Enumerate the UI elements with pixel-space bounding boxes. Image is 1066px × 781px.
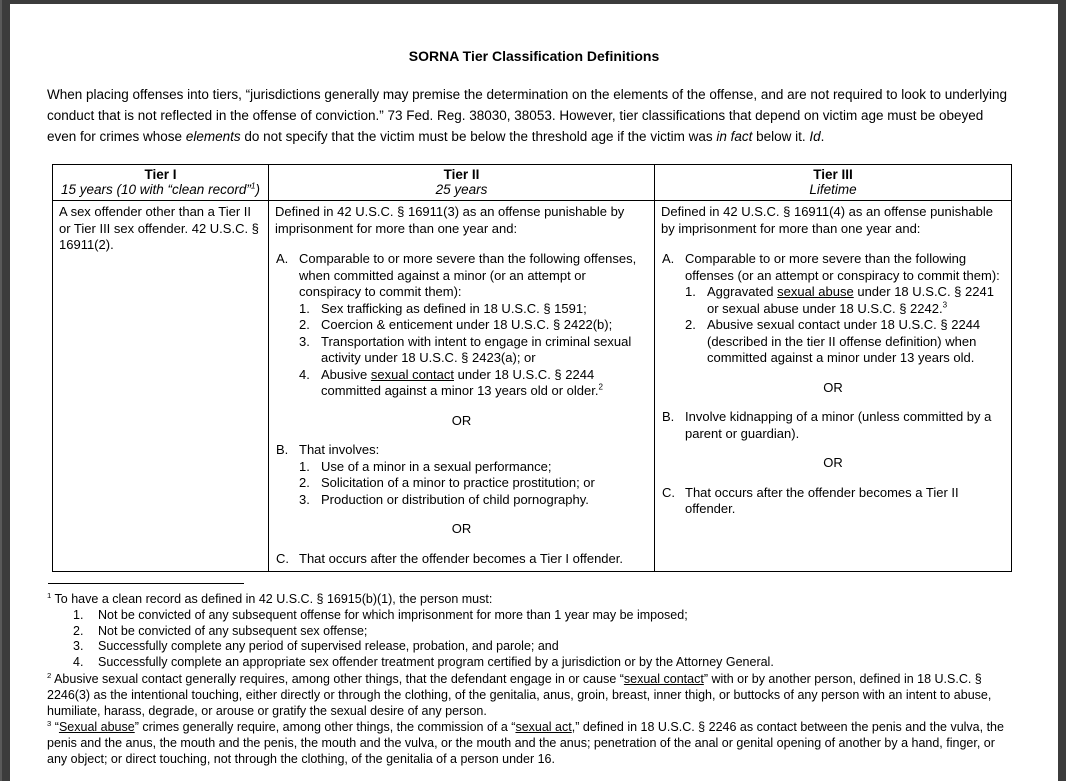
tier1-header-cell: [53, 165, 269, 201]
footnote-2: $^2$ Abusive sexual contact generally requires, among other things, that the defendant engage in or cause “sexual contact” with or by another person, defined in 18 U.S.C. § 2246(3) as the intentional touching, either directly or through the clothing, of the genitalia, anus, groin, breast, inner thigh, or buttocks of any person with an intent to abuse, humiliate, harass, degrade, or arouse or gratify the sexual desire of any person.: [47, 670, 992, 718]
item-text: Aggravated sexual abuse under 18 U.S.C. § 2241 or sexual abuse under 18 U.S.C. § 2242.$^3$: [707, 284, 994, 316]
or-separator: OR: [451, 521, 472, 536]
tier2-duration: 25 years: [435, 182, 488, 197]
footnote-separator: [48, 583, 244, 584]
item-text: Abusive sexual contact under 18 U.S.C. § 2244 (described in the tier II offense definition) when committed against a minor under 13 years old.: [707, 317, 981, 365]
tier1-name: Tier I: [144, 167, 177, 182]
item-marker: 1.: [299, 300, 310, 316]
tier2-intro: Defined in 42 U.S.C. § 16911(3) as an offense punishable by imprisonment for more than one year and:: [275, 204, 625, 236]
document-page: [10, 4, 1058, 781]
item-marker: 3.: [299, 491, 310, 507]
section-marker: B.: [276, 442, 289, 457]
table-header-row: [53, 165, 1012, 201]
section-text: Comparable to or more severe than the following offenses, when committed against a minor (or an attempt or conspiracy to commit them):: [299, 251, 637, 299]
item-text: Successfully complete any period of supervised release, probation, and parole; and: [98, 639, 559, 654]
or-separator: OR: [451, 412, 472, 428]
tier2-b-item-2: [299, 475, 648, 492]
footnote-1: [47, 592, 1016, 671]
item-text: Use of a minor in a sexual performance;: [321, 458, 552, 474]
tier1-duration: 15 years (10 with “clean record”$^1$): [61, 180, 260, 197]
tier3-section-a: [661, 251, 1005, 284]
tier2-a-item-2: [299, 317, 648, 334]
tier2-b-item-3: [299, 492, 648, 509]
item-text: Coercion & enticement under 18 U.S.C. § 2422(b);: [321, 317, 613, 332]
item-marker: 1.: [685, 284, 696, 299]
page-title: SORNA Tier Classification Definitions: [408, 48, 660, 64]
footnote-1-item-4: [73, 655, 1016, 671]
section-text: That involves:: [299, 442, 380, 457]
footnote-1-item-3: [73, 639, 1016, 655]
tier3-name: Tier III: [813, 167, 853, 182]
item-marker: 2.: [73, 623, 84, 638]
table-body-row: [53, 201, 1012, 572]
tier2-header-cell: [269, 165, 655, 201]
footnote-1-item-1: [73, 608, 1016, 624]
section-marker: A.: [662, 251, 675, 266]
item-text: Transportation with intent to engage in criminal sexual activity under 18 U.S.C. § 2423(a); or: [321, 333, 632, 365]
tier2-section-b: [275, 442, 648, 459]
tier1-definition-cell: [53, 201, 269, 572]
item-marker: 2.: [299, 317, 310, 332]
tier2-section-c: [275, 551, 648, 568]
item-marker: 1.: [73, 607, 84, 622]
intro-paragraph: When placing offenses into tiers, “jurisdictions generally may premise the determination on the elements of the offense, and are not required to look to underlying conduct that is not reflected in the offense of conviction.” 73 Fed. Reg. 38030, 38053. However, tier classifications that depend on victim age must be obeyed even for crimes whose elements do not specify that the victim must be below the threshold age if the victim was in fact below it. Id.: [47, 87, 1008, 144]
tier3-header-cell: [655, 165, 1012, 201]
item-marker: 4.: [73, 655, 84, 670]
item-text: Not be convicted of any subsequent offense for which imprisonment for more than 1 year may be imposed;: [98, 607, 688, 622]
section-marker: B.: [662, 409, 675, 424]
tier2-definition-cell: [269, 201, 655, 572]
item-marker: 3.: [299, 333, 310, 349]
footnote-1-list: [73, 608, 1016, 671]
or-separator: OR: [823, 455, 843, 470]
tier-classification-table: [52, 164, 1012, 572]
footnotes-section: [47, 583, 1016, 768]
tier3-definition-cell: [655, 201, 1012, 572]
tier2-a-item-4: [299, 367, 648, 400]
tier3-duration: Lifetime: [809, 182, 857, 197]
tier3-section-c: [661, 485, 1005, 518]
section-marker: C.: [662, 484, 675, 500]
item-text: Sex trafficking as defined in 18 U.S.C. § 1591;: [321, 300, 587, 316]
section-marker: A.: [276, 251, 289, 266]
item-marker: 3.: [73, 639, 84, 654]
section-text: Involve kidnapping of a minor (unless committed by a parent or guardian).: [685, 409, 992, 441]
item-marker: 2.: [299, 475, 310, 490]
item-text: Solicitation of a minor to practice prostitution; or: [321, 475, 595, 490]
section-marker: C.: [276, 550, 289, 566]
item-text: Successfully complete an appropriate sex offender treatment program certified by a jurisdiction or by the Attorney General.: [98, 655, 774, 670]
section-text: That occurs after the offender becomes a Tier II offender.: [685, 484, 959, 516]
tier2-b-item-1: [299, 459, 648, 476]
tier1-definition: A sex offender other than a Tier II or Tier III sex offender. 42 U.S.C. § 16911(2).: [59, 204, 259, 252]
tier2-a-item-1: [299, 301, 648, 318]
tier2-section-a: [275, 251, 648, 301]
or-separator: OR: [823, 379, 843, 395]
tier3-a-item-2: [685, 317, 1005, 367]
item-text: Not be convicted of any subsequent sex offense;: [98, 623, 368, 638]
tier3-a-item-1: [685, 284, 1005, 317]
tier2-name: Tier II: [443, 167, 480, 182]
footnote-1-item-2: [73, 624, 1016, 640]
tier3-section-b: [661, 409, 1005, 442]
tier2-a-item-3: [299, 334, 648, 367]
item-text: Production or distribution of child pornography.: [321, 491, 589, 507]
item-marker: 4.: [299, 366, 310, 382]
tier3-intro: Defined in 42 U.S.C. § 16911(4) as an offense punishable by imprisonment for more than one year and:: [661, 204, 993, 236]
item-text: Abusive sexual contact under 18 U.S.C. § 2244 committed against a minor 13 years old or older.$^2$: [321, 366, 603, 398]
item-marker: 1.: [299, 458, 310, 474]
item-marker: 2.: [685, 317, 696, 332]
footnote-1-lead: $^1$ To have a clean record as defined in 42 U.S.C. § 16915(b)(1), the person must:: [47, 590, 493, 606]
section-text: That occurs after the offender becomes a Tier I offender.: [299, 550, 623, 566]
footnote-3: $^3$ “Sexual abuse” crimes generally require, among other things, the commission of a “sexual act,” defined in 18 U.S.C. § 2246 as contact between the penis and the vulva, the penis and the anus, the mouth and the penis, the mouth and the vulva, or the mouth and the anus; penetration of the anal or genital opening of another by a hand, finger, or any object; or direct touching, not through the clothing, of the genitalia of a person under 16.: [47, 719, 1004, 766]
section-text: Comparable to or more severe than the following offenses (or an attempt or conspiracy to commit them):: [685, 251, 1000, 283]
